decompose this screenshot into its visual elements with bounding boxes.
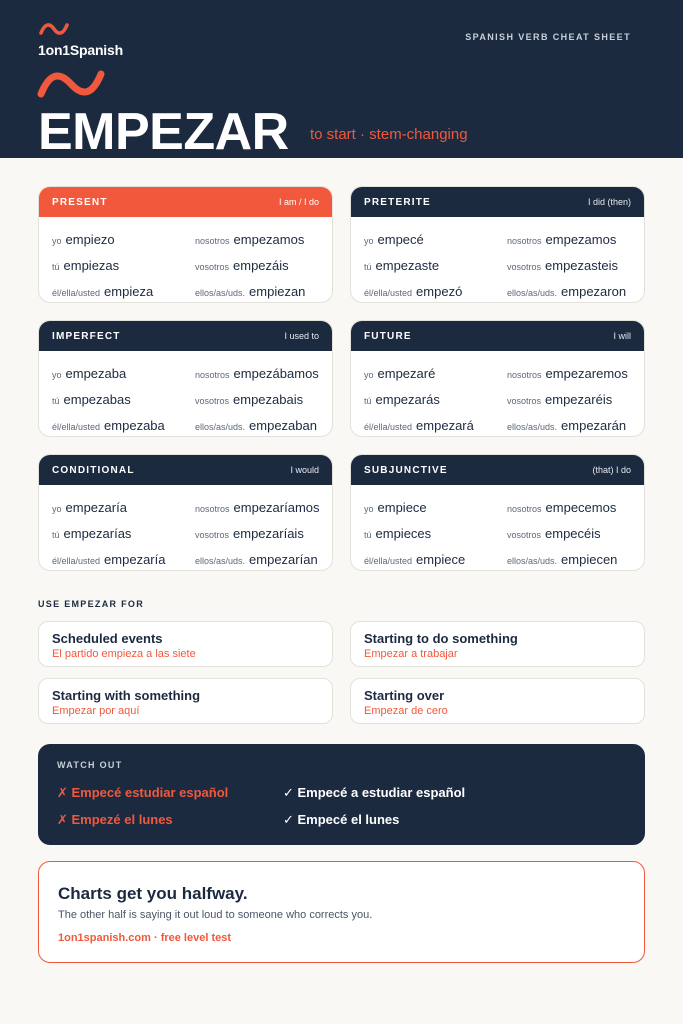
verb-form: empezarías [63, 525, 132, 541]
brand-name[interactable]: 1on1Spanish [38, 42, 123, 58]
usage-card [38, 621, 333, 667]
pronoun: vosotros [195, 395, 230, 406]
tense-title: CONDITIONAL [52, 464, 135, 476]
usage-card [38, 678, 333, 724]
promo-heading: Charts get you halfway. [58, 884, 248, 903]
verb-form: empieza [104, 283, 154, 299]
tense-gloss: I used to [284, 331, 319, 341]
tense-card-header [351, 321, 644, 351]
pronoun: tú [364, 395, 372, 406]
header [0, 0, 683, 161]
conjugation-row [52, 412, 319, 437]
tense-gloss: I am / I do [278, 197, 319, 207]
tense-title: PRESENT [52, 196, 108, 208]
conjugation-row [364, 278, 631, 303]
verb-form: empezaría [104, 551, 166, 567]
correct-example: ✓ Empecé a estudiar español [283, 785, 466, 800]
pronoun: tú [52, 261, 60, 272]
pronoun: yo [52, 235, 62, 246]
pronoun: vosotros [195, 261, 230, 272]
verb-form: empiecen [561, 551, 618, 567]
tense-card-header [39, 455, 332, 485]
verb-form: empezaríamos [233, 499, 320, 515]
verb-form: empezaron [561, 283, 627, 299]
pronoun: tú [364, 529, 372, 540]
usage-heading: Scheduled events [52, 631, 163, 646]
verb-form: empecéis [545, 525, 601, 541]
pronoun: ellos/as/uds. [195, 555, 246, 566]
conjugation-row [52, 252, 319, 278]
pronoun: nosotros [195, 235, 230, 246]
watch-out-title: WATCH OUT [57, 760, 123, 770]
tense-gloss: I would [290, 465, 319, 475]
verb-form: empezaba [104, 417, 165, 433]
conjugation-row [52, 360, 319, 386]
usage-example: El partido empieza a las siete [52, 648, 196, 660]
pronoun: ellos/as/uds. [195, 421, 246, 432]
sheet-tag: SPANISH VERB CHEAT SHEET [465, 32, 631, 42]
pronoun: tú [52, 529, 60, 540]
pronoun: nosotros [195, 503, 230, 514]
pronoun: ellos/as/uds. [195, 287, 246, 298]
pronoun: él/ella/usted [364, 555, 413, 566]
verb-form: empezaréis [545, 391, 613, 407]
verb-form: empecé [377, 231, 424, 247]
correct-example: ✓ Empecé el lunes [283, 812, 400, 827]
usage-card [350, 678, 645, 724]
verb-form: empiezan [249, 283, 306, 299]
verb-form: empezaría [65, 499, 127, 515]
pronoun: yo [52, 503, 62, 514]
pronoun: vosotros [195, 529, 230, 540]
verb-subtitle: to start · stem-changing [310, 126, 468, 143]
usage-heading: Starting to do something [364, 631, 518, 646]
verb-form: empezabas [63, 391, 131, 407]
wrong-example: ✗ Empezé el lunes [57, 812, 173, 827]
pronoun: yo [364, 503, 374, 514]
pronoun: él/ella/usted [364, 287, 413, 298]
conjugation-row [364, 494, 631, 520]
tense-title: PRETERITE [364, 196, 431, 208]
verb-form: empezará [416, 417, 474, 433]
pronoun: nosotros [507, 235, 542, 246]
conjugation-row [364, 520, 631, 546]
usage-heading: Starting over [364, 688, 445, 703]
tense-gloss: I did (then) [587, 197, 631, 207]
verb-form: empezasteis [545, 257, 618, 273]
verb-form: empezaban [249, 417, 317, 433]
verb-form: empieces [375, 525, 432, 541]
verb-form: empezarán [561, 417, 627, 433]
verb-form: empecemos [545, 499, 617, 515]
conjugation-row [52, 278, 319, 303]
verb-form: empezaré [377, 365, 436, 381]
conjugation-row [52, 546, 319, 571]
conjugation-row [52, 226, 319, 252]
conjugation-row [364, 412, 631, 437]
tense-gloss: I will [613, 331, 631, 341]
verb-form: empezó [416, 283, 463, 299]
verb-form: empezarás [375, 391, 440, 407]
pronoun: él/ella/usted [364, 421, 413, 432]
pronoun: vosotros [507, 261, 542, 272]
tense-gloss: (that) I do [592, 465, 631, 475]
verb-form: empezamos [233, 231, 305, 247]
tense-card-imperfect [38, 320, 333, 437]
pronoun: vosotros [507, 395, 542, 406]
verb-form: empezáis [233, 257, 289, 273]
pronoun: él/ella/usted [52, 555, 101, 566]
usage-example: Empezar por aquí [52, 705, 140, 717]
verb-form: empezarían [249, 551, 318, 567]
wrong-example: ✗ Empecé estudiar español [57, 785, 229, 800]
wave-logo-icon [38, 22, 70, 36]
conjugation-row [52, 386, 319, 412]
pronoun: tú [52, 395, 60, 406]
promo-text: The other half is saying it out loud to someone who corrects you. [58, 909, 373, 921]
pronoun: ellos/as/uds. [507, 421, 558, 432]
conjugation-row [364, 226, 631, 252]
verb-form: empiezo [65, 231, 115, 247]
verb-form: empezamos [545, 231, 617, 247]
tense-card-present [38, 186, 333, 303]
pronoun: nosotros [507, 369, 542, 380]
tense-card-conditional [38, 454, 333, 571]
tense-card-header [39, 321, 332, 351]
verb-form: empezaste [375, 257, 440, 273]
verb-form: empiezas [63, 257, 120, 273]
verb-form: empiece [416, 551, 466, 567]
tense-card-header [351, 455, 644, 485]
tense-card-subjunctive [350, 454, 645, 571]
tense-card-preterite [350, 186, 645, 303]
tense-card-future [350, 320, 645, 437]
pronoun: él/ella/usted [52, 421, 101, 432]
verb-form: empezábamos [233, 365, 319, 381]
pronoun: yo [364, 369, 374, 380]
pronoun: tú [364, 261, 372, 272]
conjugation-row [52, 520, 319, 546]
verb-form: empezaremos [545, 365, 628, 381]
conjugation-row [364, 252, 631, 278]
pronoun: ellos/as/uds. [507, 287, 558, 298]
conjugation-row [364, 360, 631, 386]
tense-title: FUTURE [364, 330, 412, 342]
pronoun: ellos/as/uds. [507, 555, 558, 566]
conjugation-row [52, 494, 319, 520]
tense-title: IMPERFECT [52, 330, 121, 342]
usage-card [350, 621, 645, 667]
tense-card-header [39, 187, 332, 217]
pronoun: él/ella/usted [52, 287, 101, 298]
tense-card-header [351, 187, 644, 217]
usage-example: Empezar de cero [364, 705, 448, 717]
verb-form: empezabais [233, 391, 304, 407]
tense-title: SUBJUNCTIVE [364, 464, 448, 476]
usage-example: Empezar a trabajar [364, 648, 458, 660]
pronoun: yo [52, 369, 62, 380]
usage-section-title: USE EMPEZAR FOR [38, 599, 145, 609]
pronoun: yo [364, 235, 374, 246]
conjugation-row [364, 546, 631, 571]
wave-decoration-icon [36, 68, 106, 100]
promo-link[interactable]: 1on1spanish.com · free level test [58, 932, 232, 944]
verb-form: empezaba [65, 365, 127, 381]
pronoun: vosotros [507, 529, 542, 540]
verb-title: EMPEZAR [38, 103, 289, 161]
conjugation-row [364, 386, 631, 412]
promo-box [38, 861, 645, 963]
verb-form: empiece [377, 499, 427, 515]
verb-form: empezaríais [233, 525, 304, 541]
pronoun: nosotros [507, 503, 542, 514]
pronoun: nosotros [195, 369, 230, 380]
watch-out-panel [38, 744, 645, 845]
usage-heading: Starting with something [52, 688, 201, 703]
